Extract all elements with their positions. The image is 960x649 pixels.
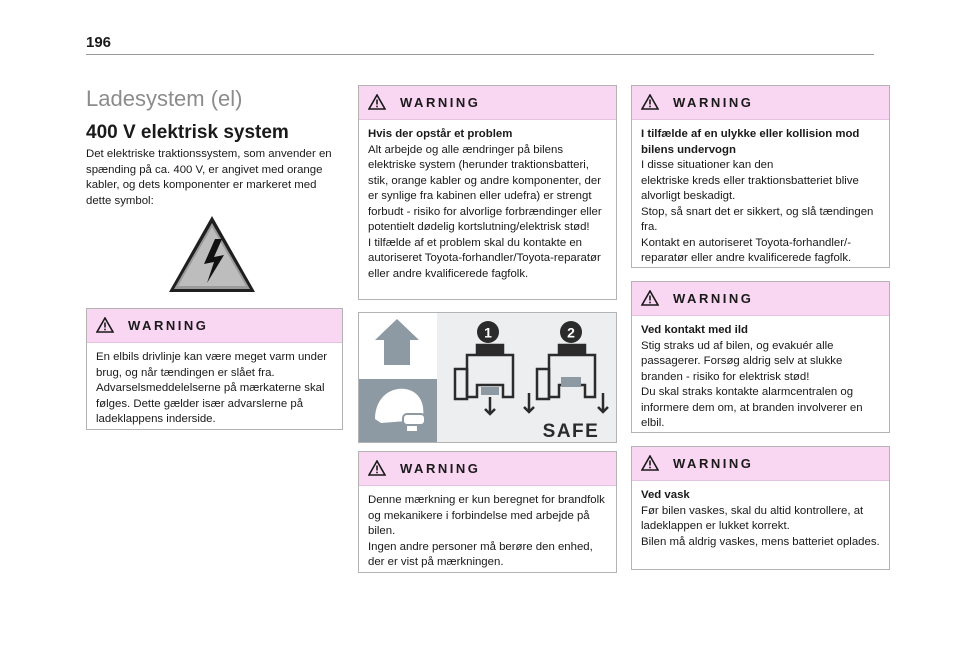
warning-heading: Ved kontakt med ild bbox=[641, 324, 748, 336]
warning-label: WARNING bbox=[400, 461, 481, 476]
warning-text: Stig straks ud af bilen, og evakuér alle passagerer. Forsøg aldrig selv at slukke branden - risiko for elektrisk stød! bbox=[641, 339, 843, 383]
warning-triangle-icon bbox=[96, 317, 114, 333]
warning-text: Du skal straks kontakte alarmcentralen og informere dem om, at branden involverer en elbil. bbox=[641, 386, 863, 429]
header-divider bbox=[86, 54, 874, 55]
warning-header bbox=[359, 86, 616, 120]
intro-paragraph: Det elektriske traktionssystem, som anvender en spænding på ca. 400 V, er angivet med orange kabler, og dets komponenter er markeret med dette symbol: bbox=[86, 148, 332, 207]
step-2-badge bbox=[560, 321, 582, 343]
warning-box-fire bbox=[631, 281, 890, 433]
warning-body bbox=[359, 120, 616, 290]
warning-triangle-icon bbox=[641, 290, 659, 306]
warning-label: WARNING bbox=[673, 95, 754, 110]
warning-box-problem bbox=[358, 85, 617, 300]
warning-body bbox=[632, 120, 889, 275]
warning-heading: Ved vask bbox=[641, 489, 690, 501]
step-1-number: 1 bbox=[484, 324, 492, 341]
warning-triangle-icon bbox=[368, 460, 386, 476]
warning-header bbox=[632, 447, 889, 481]
warning-text: Kontakt en autoriseret Toyota-forhandler/-reparatør eller andre kvalificerede fagfolk. bbox=[641, 236, 852, 264]
high-voltage-symbol-icon bbox=[166, 213, 258, 295]
warning-body bbox=[87, 343, 342, 436]
warning-triangle-icon bbox=[641, 455, 659, 471]
warning-header bbox=[632, 282, 889, 316]
warning-text: Alt arbejde og alle ændringer på bilens elektriske system (herunder traktionsbatteri, stik, orange kabler og andre komponenter, der er synlige fra kabinen eller udefra) er strengt forbudt - risiko for alvorlige forbrændinger eller potentielt dødelig kortslutning/elektrisk stød! bbox=[368, 143, 602, 233]
warning-body bbox=[632, 316, 889, 440]
warning-text: Før bilen vaskes, skal du altid kontrollere, at ladeklappen er lukket korrekt. bbox=[641, 504, 864, 532]
warning-text: I disse situationer kan den bbox=[641, 159, 774, 171]
step-1-badge bbox=[477, 321, 499, 343]
warning-box-label-marking bbox=[358, 451, 617, 573]
warning-label: WARNING bbox=[400, 95, 481, 110]
warning-text: I tilfælde af et problem skal du kontakte en autoriseret Toyota-forhandler/Toyota-reparatør eller andre kvalificerede fagfolk. bbox=[368, 236, 601, 280]
warning-box-drivetrain-heat bbox=[86, 308, 343, 430]
section-title: Ladesystem (el) bbox=[86, 86, 243, 111]
warning-label: WARNING bbox=[673, 291, 754, 306]
warning-label: WARNING bbox=[673, 456, 754, 471]
warning-text: En elbils drivlinje kan være meget varm under brug, og når tændingen er slået fra. Advarselsmeddelelserne på mærkaterne skal følges. Dette gælder især advarslerne på ladeklappens inderside. bbox=[96, 351, 328, 425]
warning-triangle-icon bbox=[368, 94, 386, 110]
warning-header bbox=[359, 452, 616, 486]
battery-label-figure bbox=[358, 312, 617, 443]
warning-header bbox=[87, 309, 342, 343]
warning-text: Ingen andre personer må berøre den enhed, der er vist på mærkningen. bbox=[368, 540, 593, 568]
page-number: 196 bbox=[86, 34, 112, 51]
battery-label-illustration bbox=[359, 313, 616, 442]
warning-header bbox=[632, 86, 889, 120]
safe-label: SAFE bbox=[542, 421, 600, 442]
subsection-title: 400 V elektrisk system bbox=[86, 122, 289, 143]
warning-box-accident bbox=[631, 85, 890, 268]
warning-text: Denne mærkning er kun beregnet for brandfolk og mekanikere i forbindelse med arbejde på bilen. bbox=[368, 494, 605, 537]
warning-text: elektriske kreds eller traktionsbatteriet blive alvorligt beskadigt. bbox=[641, 174, 859, 202]
warning-label: WARNING bbox=[128, 318, 209, 333]
warning-body bbox=[359, 486, 616, 579]
warning-body bbox=[632, 481, 889, 558]
warning-heading: I tilfælde af en ulykke eller kollision mod bilens undervogn bbox=[641, 128, 860, 156]
warning-triangle-icon bbox=[641, 94, 659, 110]
warning-text: Stop, så snart det er sikkert, og slå tændingen fra. bbox=[641, 205, 874, 233]
warning-box-washing bbox=[631, 446, 890, 570]
warning-text: Bilen må aldrig vaskes, mens batteriet oplades. bbox=[641, 535, 880, 548]
warning-heading: Hvis der opstår et problem bbox=[368, 128, 513, 140]
step-2-number: 2 bbox=[567, 324, 575, 341]
